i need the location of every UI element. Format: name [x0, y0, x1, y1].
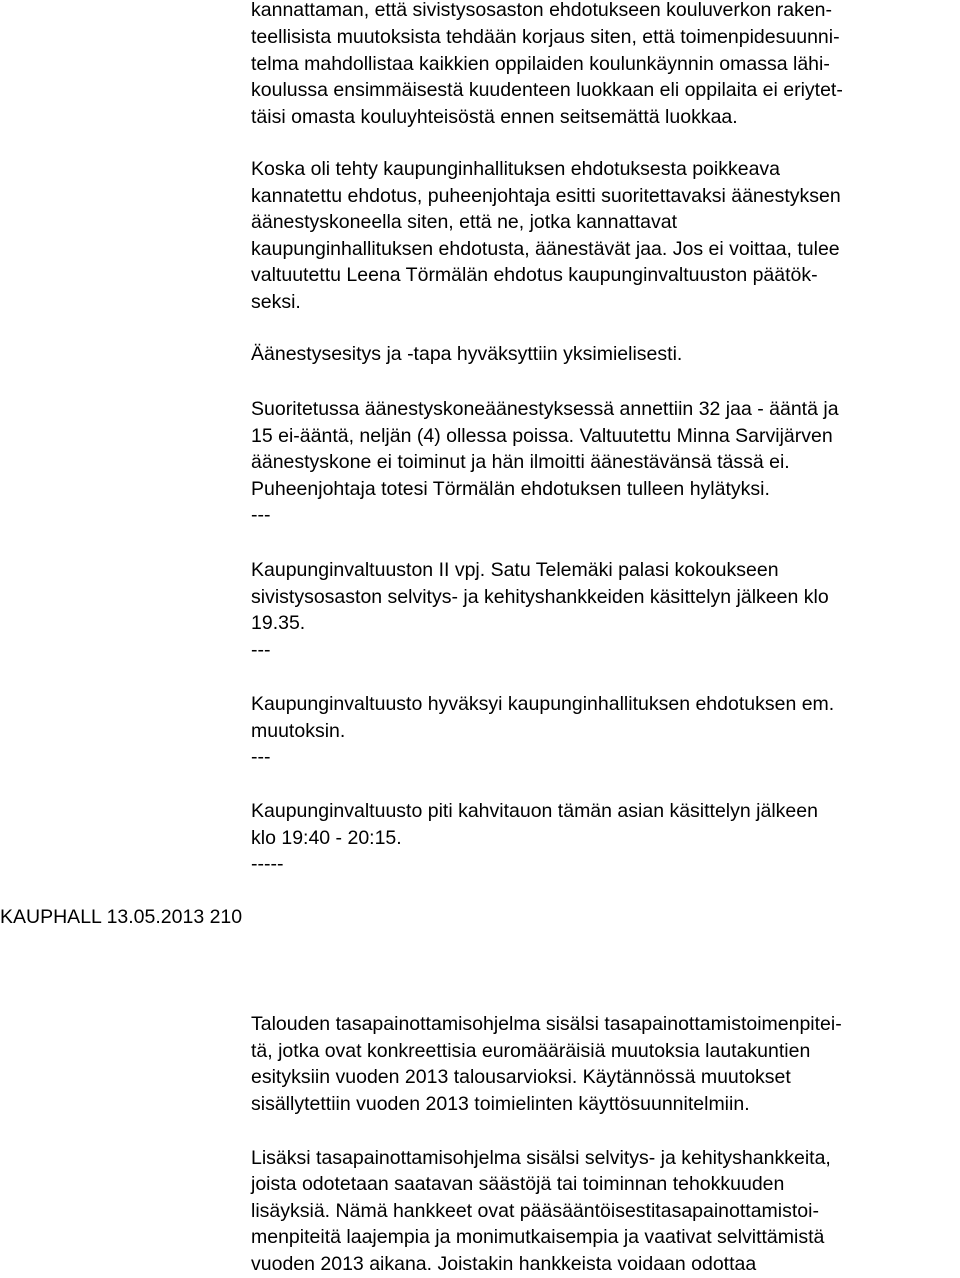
section-marker: KAUPHALL 13.05.2013 210 [0, 906, 243, 928]
body-text-line: kaupunginhallituksen ehdotusta, äänestävät jaa. Jos ei voittaa, tulee [251, 238, 840, 260]
body-text-line: menpiteitä laajempia ja monimutkaisempia ja vaativat selvittämistä [251, 1226, 825, 1248]
body-text-line: täisi omasta kouluyhteisöstä ennen seitsemättä luokkaa. [251, 106, 738, 128]
body-text-line: Kaupunginvaltuuston II vpj. Satu Telemäki palasi kokoukseen [251, 559, 779, 581]
body-text-line: Suoritetussa äänestyskoneäänestyksessä annettiin 32 jaa - ääntä ja [251, 398, 839, 420]
body-text-line: 19.35. [251, 612, 306, 634]
separator-dashes: --- [251, 639, 271, 661]
body-text-line: Kaupunginvaltuusto hyväksyi kaupunginhallituksen ehdotuksen em. [251, 693, 835, 715]
body-text-line: muutoksin. [251, 720, 346, 742]
body-text-line: tä, jotka ovat konkreettisia euromääräisiä muutoksia lautakuntien [251, 1040, 811, 1062]
body-text-line: kannattaman, että sivistysosaston ehdotukseen kouluverkon raken- [251, 0, 833, 21]
body-text-line: Talouden tasapainottamisohjelma sisälsi tasapainottamistoimenpitei- [251, 1013, 842, 1035]
body-text-line: telma mahdollistaa kaikkien oppilaiden koulunkäynnin omassa lähi- [251, 53, 830, 75]
body-text-line: vuoden 2013 aikana. Joistakin hankkeista voidaan odottaa [251, 1253, 757, 1275]
body-text-line: kannatettu ehdotus, puheenjohtaja esitti suoritettavaksi äänestyksen [251, 185, 841, 207]
body-text-line: Puheenjohtaja totesi Törmälän ehdotuksen tulleen hylätyksi. [251, 478, 770, 500]
body-text-line: koulussa ensimmäisestä kuudenteen luokkaan eli oppilaita ei eriytet- [251, 79, 843, 101]
body-text-line: seksi. [251, 291, 301, 313]
body-text-line: sisällytettiin vuoden 2013 toimielinten käyttösuunnitelmiin. [251, 1093, 750, 1115]
body-text-line: esityksiin vuoden 2013 talousarvioksi. Käytännössä muutokset [251, 1066, 791, 1088]
body-text-line: valtuutettu Leena Törmälän ehdotus kaupunginvaltuuston päätök- [251, 264, 818, 286]
body-text-line: Lisäksi tasapainottamisohjelma sisälsi selvitys- ja kehityshankkeita, [251, 1147, 831, 1169]
body-text-line: teellisista muutoksista tehdään korjaus siten, että toimenpidesuunni- [251, 26, 840, 48]
body-text-line: äänestyskoneella siten, että ne, jotka kannattavat [251, 211, 678, 233]
separator-dashes: --- [251, 504, 271, 526]
separator-dashes: --- [251, 746, 271, 768]
body-text-line: Äänestysesitys ja -tapa hyväksyttiin yksimielisesti. [251, 343, 683, 365]
body-text-line: lisäyksiä. Nämä hankkeet ovat pääsääntöisestitasapainottamistoi- [251, 1200, 819, 1222]
body-text-line: Koska oli tehty kaupunginhallituksen ehdotuksesta poikkeava [251, 158, 781, 180]
body-text-line: äänestyskone ei toiminut ja hän ilmoitti äänestävänsä tässä ei. [251, 451, 790, 473]
separator-dashes: ----- [251, 853, 284, 875]
body-text-line: Kaupunginvaltuusto piti kahvitauon tämän asian käsittelyn jälkeen [251, 800, 818, 822]
body-text-line: klo 19:40 - 20:15. [251, 827, 402, 849]
body-text-line: 15 ei-ääntä, neljän (4) ollessa poissa. Valtuutettu Minna Sarvijärven [251, 425, 833, 447]
body-text-line: joista odotetaan saatavan säästöjä tai toiminnan tehokkuuden [251, 1173, 785, 1195]
body-text-line: sivistysosaston selvitys- ja kehityshankkeiden käsittelyn jälkeen klo [251, 586, 829, 608]
